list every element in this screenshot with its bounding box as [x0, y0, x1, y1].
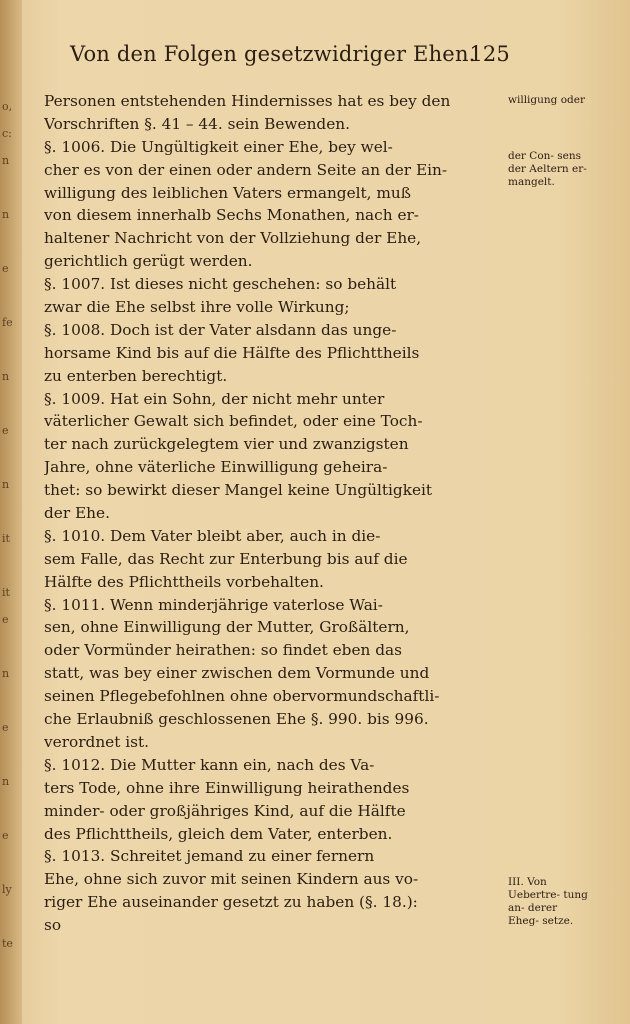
main-text — [44, 90, 502, 937]
text-line: horsame Kind bis auf die Hälfte des Pflichttheils — [44, 343, 420, 362]
text-line: thet: so bewirkt dieser Mangel keine Ungültigkeit — [44, 481, 433, 500]
text-line: sem Falle, das Recht zur Enterbung bis auf die — [44, 549, 408, 568]
text-line: willigung des leiblichen Vaters ermangelt, muß — [44, 183, 411, 202]
text-line: des Pflichttheils, gleich dem Vater, enterben. — [44, 824, 393, 843]
text-line: oder Vormünder heirathen: so findet eben das — [44, 641, 402, 660]
text-line: sen, ohne Einwilligung der Mutter, Großältern, — [44, 618, 410, 637]
gutter-fragment: e — [2, 262, 9, 275]
text-line: riger Ehe auseinander gesetzt zu haben (§. 18.): — [44, 893, 418, 912]
gutter-fragment: it — [2, 532, 10, 545]
text-line: Hälfte des Pflichttheils vorbehalten. — [44, 572, 324, 591]
text-line: verordnet ist. — [44, 732, 149, 751]
text-line: Ehe, ohne sich zuvor mit seinen Kindern aus vo- — [44, 870, 419, 889]
text-line: haltener Nachricht von der Vollziehung der Ehe, — [44, 229, 422, 248]
gutter-fragment: it — [2, 586, 10, 599]
gutter-fragment: n — [2, 667, 10, 680]
text-line: Personen entstehenden Hindernisses hat es bey den — [44, 92, 451, 110]
text-line: §. 1013. Schreitet jemand zu einer fernern — [44, 847, 375, 866]
text-line: so — [44, 916, 62, 935]
gutter-fragment: e — [2, 721, 9, 734]
gutter-fragment: e — [2, 613, 9, 626]
text-line: von diesem innerhalb Sechs Monathen, nach er- — [44, 206, 419, 225]
text-line: §. 1007. Ist dieses nicht geschehen: so behält — [44, 275, 397, 294]
gutter-fragment: n — [2, 208, 10, 221]
margin-note: der Con- sens der Aeltern er- mangelt. — [508, 150, 587, 188]
text-line: statt, was bey einer zwischen dem Vormunde und — [44, 664, 430, 683]
text-line: seinen Pflegebefohlnen ohne obervormundschaftli- — [44, 687, 440, 706]
gutter-fragment: n — [2, 154, 10, 167]
gutter-fragment: fe — [2, 316, 13, 329]
text-line: Jahre, ohne väterliche Einwilligung geheira- — [44, 458, 388, 477]
running-title: Von den Folgen gesetzwidriger Ehen. — [70, 42, 476, 66]
gutter-fragment: n — [2, 370, 10, 383]
text-line: §. 1008. Doch ist der Vater alsdann das unge- — [44, 320, 397, 339]
gutter-fragment: o, — [2, 100, 13, 113]
page-number: 125 — [469, 42, 510, 66]
text-line: väterlicher Gewalt sich befindet, oder eine Toch- — [44, 412, 423, 431]
gutter-fragment: ly — [2, 883, 12, 896]
text-line: zwar die Ehe selbst ihre volle Wirkung; — [44, 298, 350, 317]
text-line: ter nach zurückgelegtem vier und zwanzigsten — [44, 435, 409, 454]
page-header — [70, 42, 510, 72]
text-line: minder- oder großjähriges Kind, auf die Hälfte — [44, 801, 406, 820]
text-line: §. 1010. Dem Vater bleibt aber, auch in die- — [44, 526, 381, 545]
text-line: §. 1006. Die Ungültigkeit einer Ehe, bey wel- — [44, 137, 393, 156]
gutter-fragment: e — [2, 424, 9, 437]
text-line: che Erlaubniß geschlossenen Ehe §. 990. bis 996. — [44, 710, 429, 729]
text-line: §. 1012. Die Mutter kann ein, nach des Va- — [44, 755, 375, 774]
text-line: cher es von der einen oder andern Seite an der Ein- — [44, 160, 448, 179]
gutter-fragment: n — [2, 775, 10, 788]
gutter-fragment: te — [2, 937, 13, 950]
gutter-fragment: n — [2, 478, 10, 491]
text-line: zu enterben berechtigt. — [44, 366, 228, 385]
gutter-fragment: c: — [2, 127, 12, 140]
text-line: §. 1011. Wenn minderjährige vaterlose Wai- — [44, 595, 383, 614]
text-line: §. 1009. Hat ein Sohn, der nicht mehr unter — [44, 389, 385, 408]
margin-note: III. Von Uebertre- tung an- derer Eheg- setze. — [508, 876, 588, 927]
margin-note: willigung oder — [508, 94, 586, 106]
text-line: ters Tode, ohne ihre Einwilligung heirathendes — [44, 778, 410, 797]
text-line: der Ehe. — [44, 504, 110, 523]
text-line: gerichtlich gerügt werden. — [44, 252, 253, 271]
gutter-fragment: e — [2, 829, 9, 842]
text-line: Vorschriften §. 41 – 44. sein Bewenden. — [44, 114, 350, 133]
